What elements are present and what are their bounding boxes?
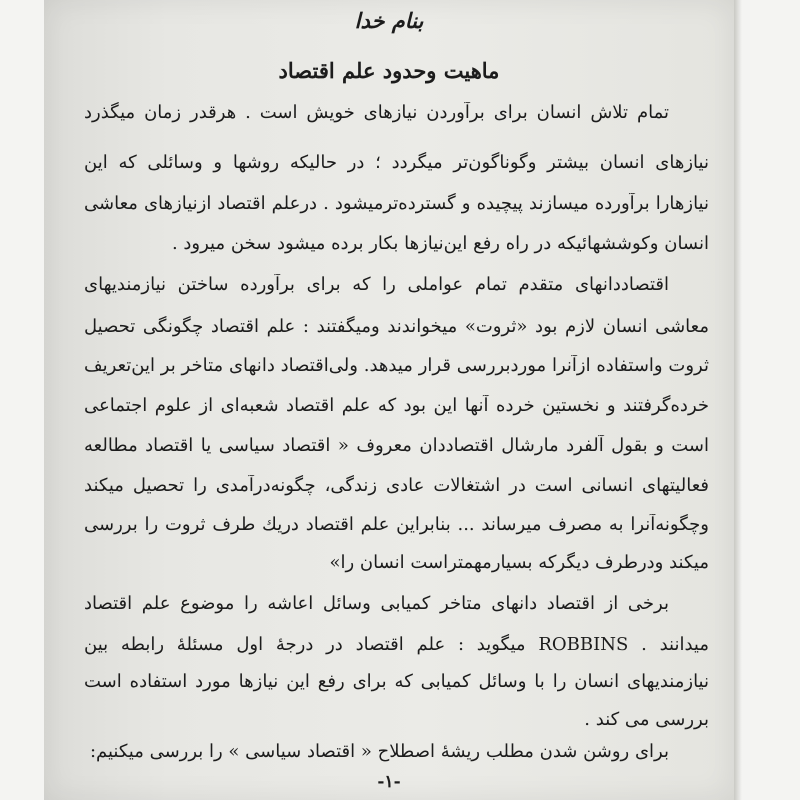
page-number: -۱- <box>377 772 401 792</box>
text-line: نیازهای انسان بیشتر وگوناگون‌تر میگردد ؛ در حالیکه روشها و وسائلی که این <box>84 152 709 173</box>
text-line: فعالیتهای انسانی است در اشتغالات عادی زندگی، چگونه‌درآمدی را تحصیل میکند <box>84 475 709 496</box>
text-line: خرده‌گرفتند و نخستین خرده آنها این بود که علم اقتصاد شعبه‌ای از علوم اجتماعی <box>84 395 709 416</box>
page-edge <box>734 0 742 800</box>
text-line: تمام تلاش انسان برای برآوردن نیازهای خویش است . هرقدر زمان میگذرد <box>84 102 669 123</box>
basmala-header: بنام خدا <box>354 8 424 33</box>
text-line: میکند ودرطرف دیگرکه بسیارمهمتراست انسان را» <box>329 552 709 573</box>
text-line: بررسی می کند . <box>584 709 709 730</box>
text-line: برخی از اقتصاد دانهای متاخر کمیابی وسائل اعاشه را موضوع علم اقتصاد <box>84 593 669 614</box>
page-text <box>44 0 734 800</box>
text-line: اقتصاددانهای متقدم تمام عواملی را که برای برآورده ساختن نیازمندیهای <box>84 274 669 295</box>
text-line: میدانند . ROBBINS میگوید : علم اقتصاد در درجهٔ اول مسئلهٔ رابطه بین <box>84 634 709 655</box>
text-line: نیازهارا برآورده میسازند پیچیده و گسترده‌ترمیشود . درعلم اقتصاد ازنیازهای معاشی <box>84 193 709 214</box>
text-line: وچگونه‌آنرا به مصرف میرساند ... بنابراین علم اقتصاد دریك طرف ثروت را بررسی <box>84 514 709 535</box>
text-line: است و بقول آلفرد مارشال اقتصاددان معروف « اقتصاد سیاسی یا اقتصاد مطالعه <box>84 435 709 456</box>
chapter-title: ماهیت وحدود علم اقتصاد <box>278 58 500 83</box>
text-line: انسان وکوششهائیکه در راه رفع این‌نیازها بکار برده میشود سخن میرود . <box>171 233 709 254</box>
text-line: معاشی انسان لازم بود «ثروت» میخواندند ومیگفتند : علم اقتصاد چگونگی تحصیل <box>84 316 709 337</box>
text-line: ثروت واستفاده ازآنرا موردبررسی قرار میدهد. ولی‌اقتصاد دانهای متاخر بر این‌تعریف <box>84 355 709 376</box>
text-line: نیازمندیهای انسان را با وسائل کمیابی که برای رفع این نیازها مورد استفاده است <box>84 671 709 692</box>
text-line: برای روشن شدن مطلب ریشهٔ اصطلاح « اقتصاد سیاسی » را بررسی میکنیم: <box>89 741 669 762</box>
